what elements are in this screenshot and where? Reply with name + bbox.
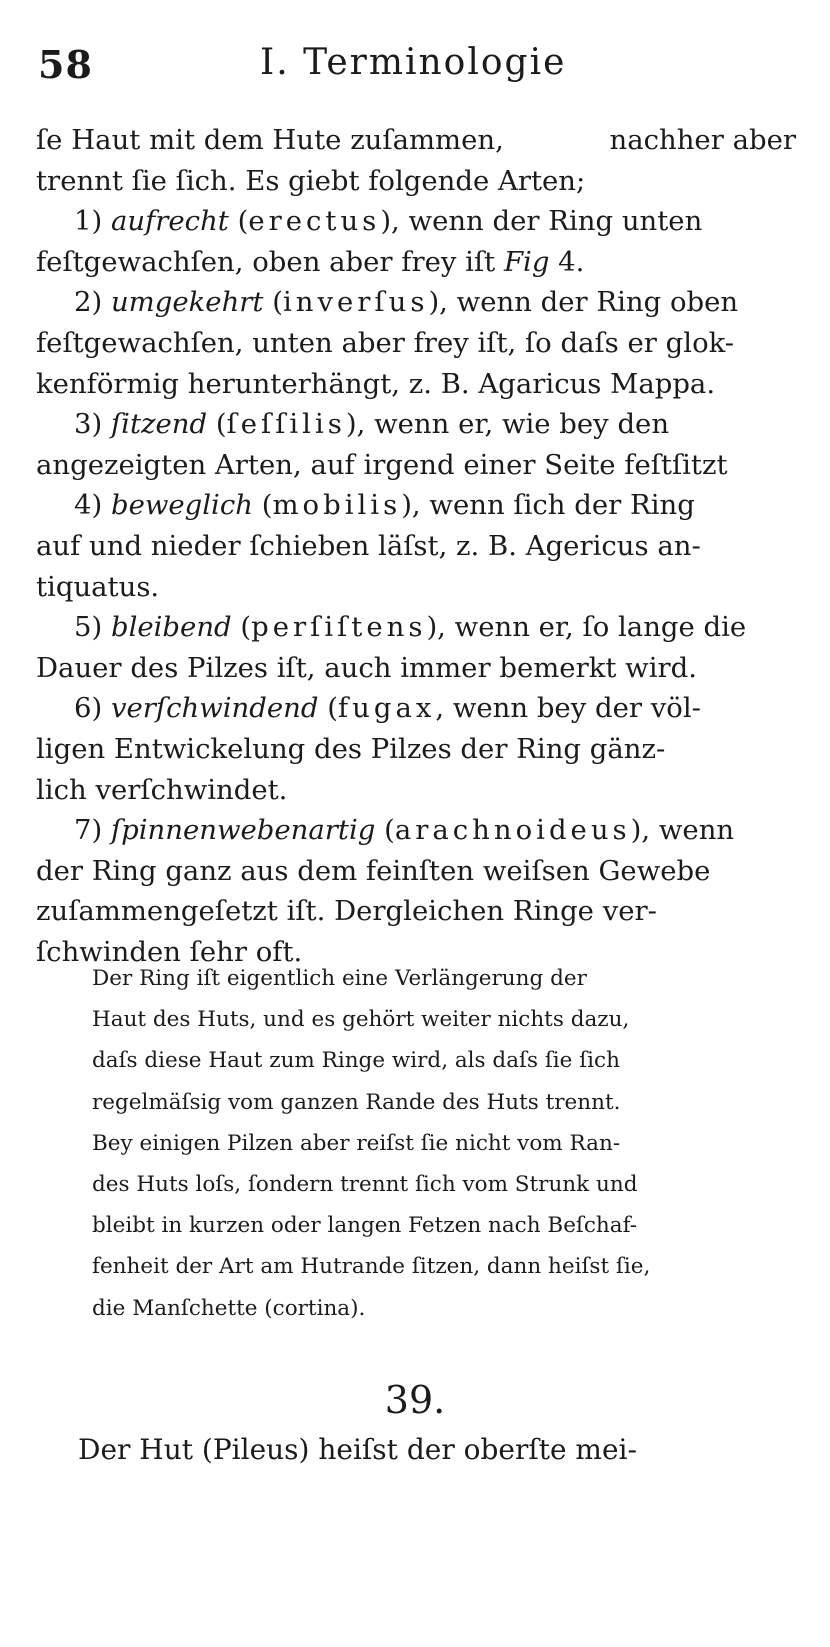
text-line: ſe Haut mit dem Hute zuſammen, nachher aber xyxy=(36,124,796,156)
text-line: tiquatus. xyxy=(36,570,160,603)
note-line: fenheit der Art am Hutrande ſitzen, dann heiſst ſie, xyxy=(92,1254,651,1280)
text-line: ſchwinden ſehr oft. xyxy=(36,935,303,968)
continuation-text xyxy=(78,1428,768,1472)
text-line: ligen Entwickelung des Pilzes der Ring gänz- xyxy=(36,732,666,765)
text-line: der Ring ganz aus dem feinſten weiſsen Gewebe xyxy=(36,854,711,887)
footnote-block xyxy=(92,958,712,1329)
section-number: 39. xyxy=(384,1378,446,1422)
text-line: trennt ſie ſich. Es giebt folgende Arten; xyxy=(36,164,586,197)
text-line: angezeigten Arten, auf irgend einer Seite feſtſitzt xyxy=(36,448,728,481)
list-item-4: 4) beweglich (mobilis), wenn ſich der Ring xyxy=(74,489,695,522)
note-line: die Manſchette (cortina). xyxy=(92,1295,366,1321)
note-line: Der Ring iſt eigentlich eine Verlängerung der xyxy=(92,966,587,991)
page-header xyxy=(38,42,792,92)
running-title: I. Terminologie xyxy=(260,42,567,83)
page-number: 58 xyxy=(38,42,93,87)
note-line: des Huts loſs, ſondern trennt ſich vom Strunk und xyxy=(92,1171,638,1197)
list-item-2: 2) umgekehrt (inverſus), wenn der Ring oben xyxy=(74,286,739,319)
text-line: lich verſchwindet. xyxy=(36,773,288,806)
note-line: bleibt in kurzen oder langen Fetzen nach Beſchaf- xyxy=(92,1213,638,1239)
text-line: auf und nieder ſchieben läſst, z. B. Agericus an- xyxy=(36,529,701,562)
list-item-5: 5) bleibend (perſiſtens), wenn er, ſo lange die xyxy=(74,611,747,644)
note-line: daſs diese Haut zum Ringe wird, als daſs ſie ſich xyxy=(92,1048,620,1074)
list-item-1: 1) aufrecht (erectus), wenn der Ring unten xyxy=(74,205,703,238)
text-line: feſtgewachſen, unten aber frey iſt, ſo daſs er glok- xyxy=(36,326,735,359)
note-line: Bey einigen Pilzen aber reiſst ſie nicht vom Ran- xyxy=(92,1130,621,1156)
text-line: kenförmig herunterhängt, z. B. Agaricus Mappa. xyxy=(36,367,716,400)
text-line: zuſammengeſetzt iſt. Dergleichen Ringe ver- xyxy=(36,895,657,928)
text-line: Dauer des Pilzes iſt, auch immer bemerkt wird. xyxy=(36,651,697,684)
note-line: Haut des Huts, und es gehört weiter nichts dazu, xyxy=(92,1007,630,1033)
list-item-7: 7) ſpinnenwebenartig (arachnoideus), wenn xyxy=(74,814,735,847)
text-line: Der Hut (Pileus) heiſst der oberſte mei- xyxy=(78,1433,637,1466)
list-item-3: 3) ſitzend (ſeſſilis), wenn er, wie bey den xyxy=(74,408,670,441)
note-line: regelmäſsig vom ganzen Rande des Huts trennt. xyxy=(92,1089,621,1115)
text-line: feſtgewachſen, oben aber frey iſt Fig 4. xyxy=(36,245,585,278)
main-text xyxy=(36,120,796,972)
list-item-6: 6) verſchwindend (fugax, wenn bey der völ- xyxy=(74,692,701,725)
